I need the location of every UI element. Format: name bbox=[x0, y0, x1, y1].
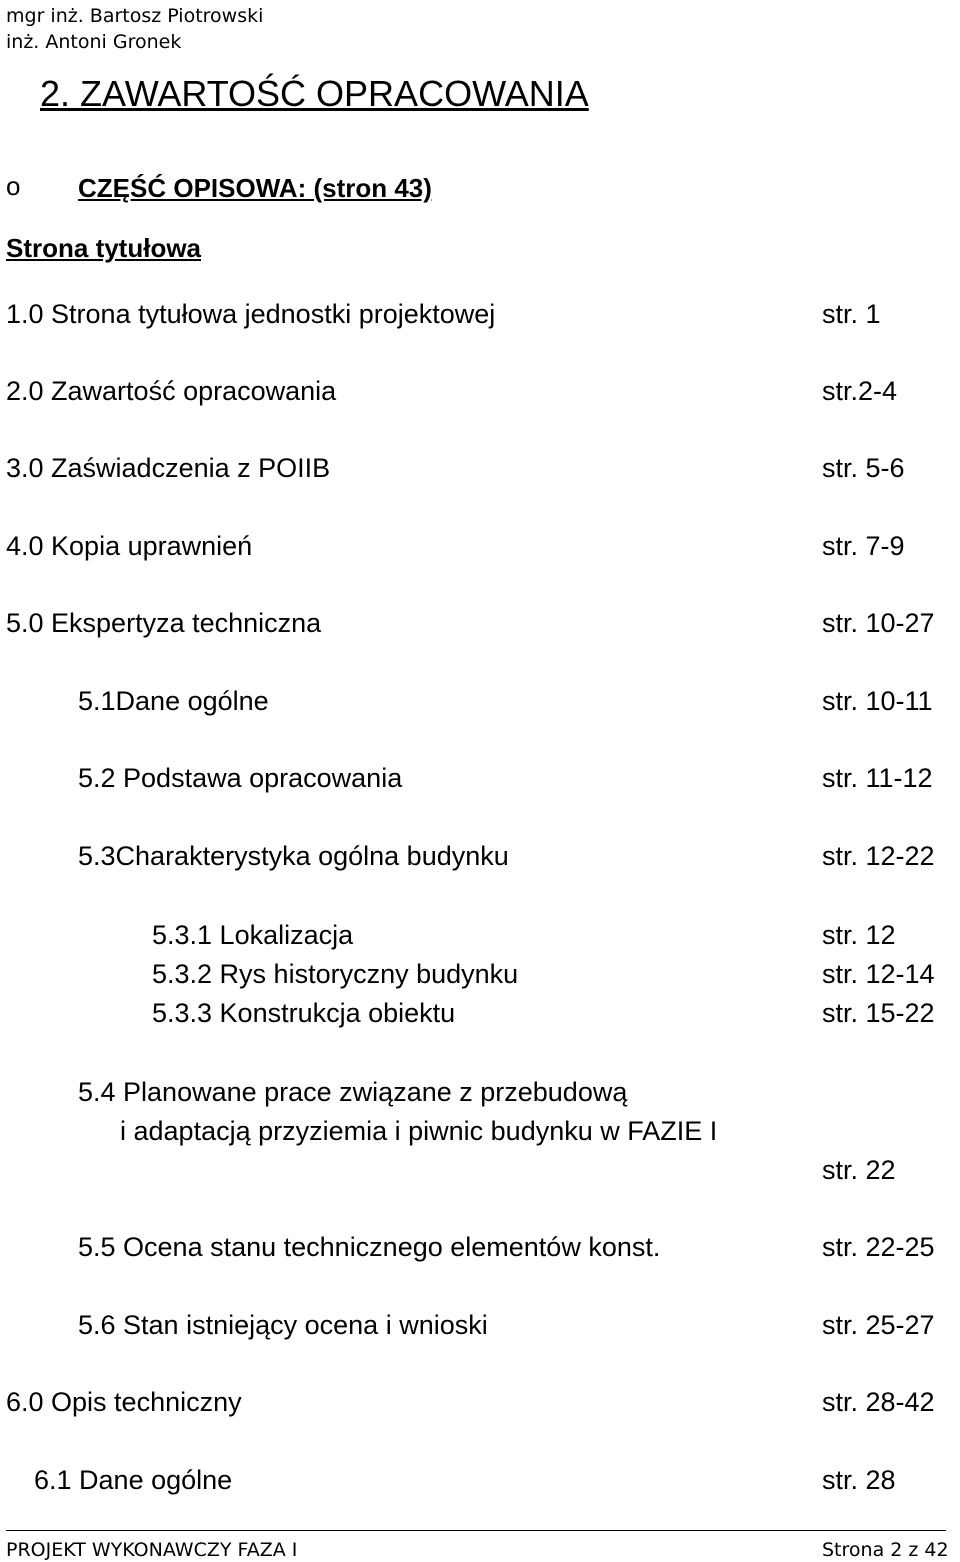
toc-item-page: str.2-4 bbox=[822, 376, 898, 406]
subheading: Strona tytułowa bbox=[6, 233, 202, 263]
toc-item-page: str. 28-42 bbox=[822, 1387, 935, 1417]
toc-item-page: str. 12 bbox=[822, 920, 896, 950]
section-heading: CZĘŚĆ OPISOWA: (stron 43) bbox=[78, 173, 432, 203]
header-author-2: inż. Antoni Gronek bbox=[6, 31, 182, 53]
toc-item-label: 5.0 Ekspertyza techniczna bbox=[6, 608, 322, 638]
toc-item-label: 5.2 Podstawa opracowania bbox=[78, 763, 403, 793]
footer-divider bbox=[6, 1530, 946, 1531]
toc-item-label: 5.4 Planowane prace związane z przebudową bbox=[78, 1077, 628, 1107]
toc-item-page: str. 22-25 bbox=[822, 1232, 935, 1262]
toc-item-label: 5.3.3 Konstrukcja obiektu bbox=[152, 998, 456, 1028]
toc-item-label: 3.0 Zaświadczenia z POIIB bbox=[6, 453, 331, 483]
toc-item-label: 5.1Dane ogólne bbox=[78, 686, 269, 716]
toc-item-label: 5.3Charakterystyka ogólna budynku bbox=[78, 841, 509, 871]
page-title: 2. ZAWARTOŚĆ OPRACOWANIA bbox=[40, 73, 589, 114]
toc-item-label: 5.3.1 Lokalizacja bbox=[152, 920, 354, 950]
toc-item-page: str. 10-11 bbox=[822, 686, 933, 716]
toc-item-label: 1.0 Strona tytułowa jednostki projektowej bbox=[6, 299, 496, 329]
toc-item-page: str. 7-9 bbox=[822, 531, 905, 561]
toc-item-page: str. 1 bbox=[822, 299, 881, 329]
footer-page-number: Strona 2 z 42 bbox=[822, 1539, 949, 1561]
toc-item-page: str. 12-22 bbox=[822, 841, 935, 871]
toc-item-label: 4.0 Kopia uprawnień bbox=[6, 531, 253, 561]
toc-item-page: str. 5-6 bbox=[822, 453, 905, 483]
toc-item-page: str. 10-27 bbox=[822, 608, 935, 638]
toc-item-page: str. 15-22 bbox=[822, 998, 935, 1028]
toc-item-label: 5.6 Stan istniejący ocena i wnioski bbox=[78, 1310, 488, 1340]
toc-item-label-continued: i adaptacją przyziemia i piwnic budynku w FAZIE I bbox=[120, 1116, 718, 1146]
toc-item-page: str. 22 bbox=[822, 1155, 896, 1185]
toc-item-label: 5.3.2 Rys historyczny budynku bbox=[152, 959, 519, 989]
toc-item-page: str. 25-27 bbox=[822, 1310, 935, 1340]
toc-item-page: str. 28 bbox=[822, 1465, 896, 1495]
toc-item-label: 2.0 Zawartość opracowania bbox=[6, 376, 337, 406]
toc-item-label: 6.0 Opis techniczny bbox=[6, 1387, 242, 1417]
header-author-1: mgr inż. Bartosz Piotrowski bbox=[6, 5, 264, 27]
toc-item-page: str. 11-12 bbox=[822, 763, 933, 793]
toc-item-page: str. 12-14 bbox=[822, 959, 935, 989]
toc-item-label: 5.5 Ocena stanu technicznego elementów konst. bbox=[78, 1232, 661, 1262]
toc-item-label: 6.1 Dane ogólne bbox=[34, 1465, 233, 1495]
footer-project: PROJEKT WYKONAWCZY FAZA I bbox=[6, 1539, 298, 1561]
bullet-marker: o bbox=[6, 171, 21, 201]
